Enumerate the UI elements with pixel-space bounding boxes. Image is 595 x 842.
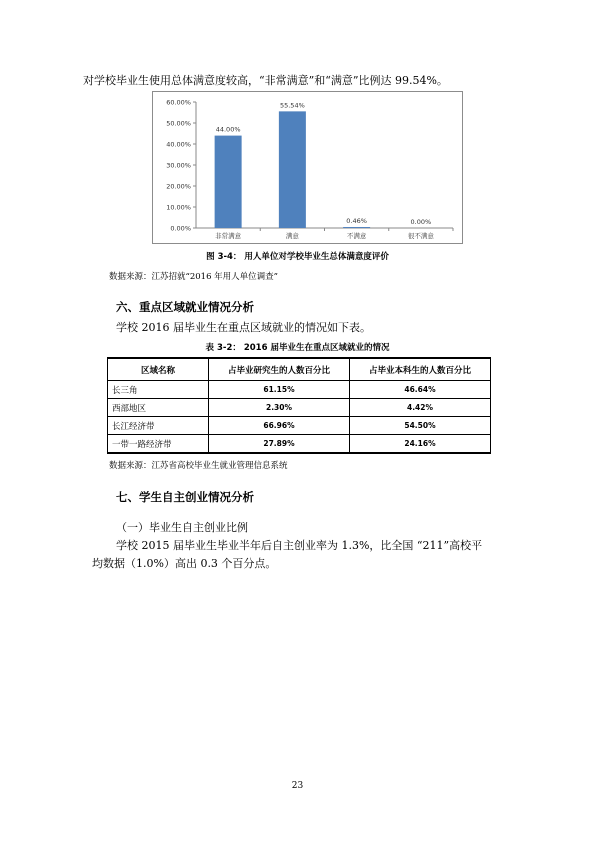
figure-source: 数据来源：江苏招就“2016 年用人单位调查” — [109, 272, 279, 282]
satisfaction-bar-chart — [152, 91, 463, 244]
region-name: 长江经济带 — [108, 417, 209, 435]
y-tick-label: 10.00% — [166, 203, 191, 212]
y-tick-label: 20.00% — [166, 182, 191, 191]
page-number: 23 — [291, 781, 304, 791]
section7-paragraph-line2: 均数据（1.0%）高出 0.3 个百分点。 — [92, 557, 277, 570]
x-tick-label: 非常满意 — [215, 232, 242, 240]
table-row — [108, 399, 491, 417]
header-region: 区域名称 — [108, 358, 209, 381]
y-tick-label: 0.00% — [170, 224, 191, 233]
region-employment-table — [107, 357, 491, 454]
section6-paragraph: 学校 2016 届毕业生在重点区域就业的情况如下表。 — [116, 321, 371, 334]
table-row — [108, 435, 491, 454]
x-tick-label: 满意 — [285, 232, 299, 240]
table-caption: 表 3-2： 2016 届毕业生在重点区域就业的情况 — [205, 343, 390, 353]
y-tick-label: 30.00% — [166, 161, 191, 170]
header-graduate: 占毕业研究生的人数百分比 — [209, 358, 350, 381]
data-label: 0.46% — [346, 217, 367, 226]
undergraduate-percent: 46.64% — [350, 381, 491, 399]
chart-svg — [153, 92, 462, 243]
bar — [343, 227, 370, 228]
table-row — [108, 381, 491, 399]
x-tick-label: 不满意 — [346, 232, 367, 240]
region-name: 一带一路经济带 — [108, 435, 209, 454]
section7-subheading: （一）毕业生自主创业比例 — [116, 521, 248, 534]
undergraduate-percent: 24.16% — [350, 435, 491, 454]
y-tick-label: 40.00% — [166, 140, 191, 149]
undergraduate-percent: 54.50% — [350, 417, 491, 435]
data-label: 44.00% — [215, 125, 241, 134]
y-tick-label: 50.00% — [166, 119, 191, 128]
x-tick-label: 很不满意 — [407, 232, 434, 240]
data-label: 0.00% — [410, 218, 432, 226]
figure-caption: 图 3-4： 用人单位对学校毕业生总体满意度评价 — [206, 252, 389, 262]
table-source: 数据来源：江苏省高校毕业生就业管理信息系统 — [109, 461, 288, 471]
table-row — [108, 417, 491, 435]
region-name: 长三角 — [108, 381, 209, 399]
section6-heading: 六、重点区域就业情况分析 — [116, 300, 254, 314]
table-header-row — [108, 358, 491, 381]
graduate-percent: 2.30% — [209, 399, 350, 417]
data-label: 55.54% — [279, 101, 305, 110]
graduate-percent: 27.89% — [209, 435, 350, 454]
undergraduate-percent: 4.42% — [350, 399, 491, 417]
intro-paragraph: 对学校毕业生使用总体满意度较高，“非常满意”和“满意”比例达 99.54%。 — [83, 74, 448, 87]
graduate-percent: 66.96% — [209, 417, 350, 435]
section7-paragraph-line1: 学校 2015 届毕业生毕业半年后自主创业率为 1.3%，比全国 “211”高校平 — [116, 539, 483, 552]
header-undergraduate: 占毕业本科生的人数百分比 — [350, 358, 491, 381]
y-tick-label: 60.00% — [166, 98, 191, 107]
bar — [279, 111, 306, 228]
region-name: 西部地区 — [108, 399, 209, 417]
section7-heading: 七、学生自主创业情况分析 — [116, 490, 254, 504]
graduate-percent: 61.15% — [209, 381, 350, 399]
bar — [215, 136, 242, 228]
